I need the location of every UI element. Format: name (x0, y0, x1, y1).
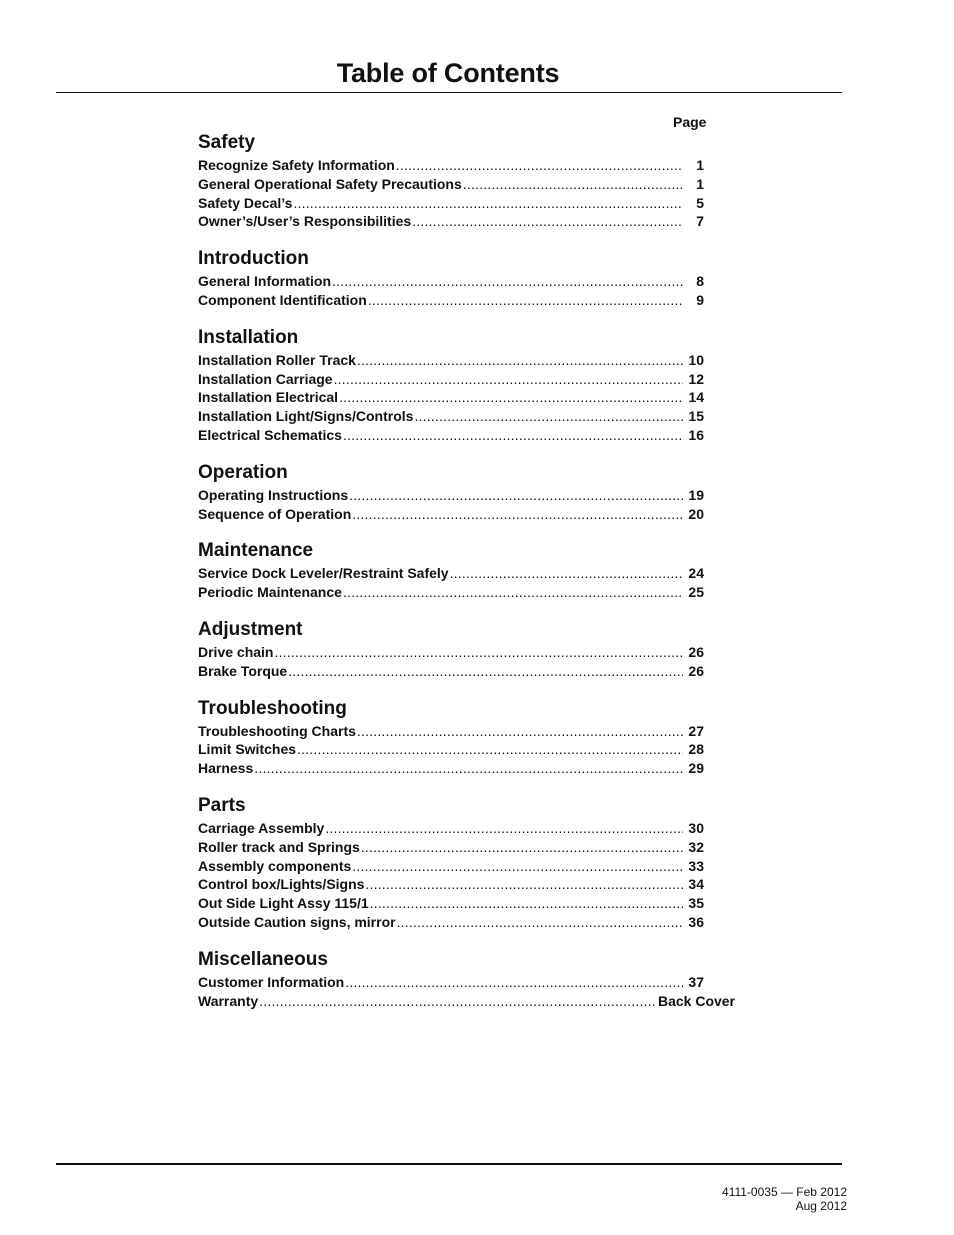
entry-label: Roller track and Springs (198, 838, 360, 855)
toc-entry[interactable] (198, 722, 706, 741)
entry-label: Limit Switches (198, 741, 297, 758)
toc-entry[interactable] (198, 370, 706, 389)
entry-label: General Operational Safety Precautions (198, 175, 462, 192)
dot-leader (254, 759, 683, 778)
dot-leader (463, 175, 683, 194)
entry-page-number: 16 (688, 426, 704, 443)
dot-leader (332, 272, 683, 291)
entry-label: Safety Decal’s (198, 194, 293, 211)
entry-label: General Information (198, 273, 332, 290)
dot-leader (325, 819, 683, 838)
entry-label: Service Dock Leveler/Restraint Safely (198, 565, 449, 582)
revision-date: Aug 2012 (795, 1199, 847, 1213)
title-divider (56, 92, 842, 93)
toc-entry[interactable] (198, 643, 706, 662)
toc-section (198, 795, 706, 932)
entry-label: Warranty (198, 992, 259, 1009)
toc-entry[interactable] (198, 156, 706, 175)
entry-label: Installation Roller Track (198, 351, 356, 368)
entry-label: Assembly components (198, 857, 352, 874)
entry-page-number: 34 (688, 876, 704, 893)
section-title: Maintenance (198, 540, 314, 562)
entry-page-number: 36 (688, 913, 704, 930)
toc-section (198, 462, 706, 524)
entry-page-number: 1 (696, 175, 704, 192)
section-title: Introduction (198, 248, 309, 270)
entry-page-number: 10 (688, 351, 704, 368)
entry-page-number: 29 (688, 760, 704, 777)
toc-entry[interactable] (198, 857, 706, 876)
dot-leader (396, 156, 683, 175)
entry-page-number: 15 (688, 408, 704, 425)
toc-entry[interactable] (198, 272, 706, 291)
entry-page-number: 28 (688, 741, 704, 758)
toc-entry[interactable] (198, 838, 706, 857)
toc-entry[interactable] (198, 212, 706, 231)
entry-label: Owner’s/User’s Responsibilities (198, 213, 412, 230)
dot-leader (297, 740, 683, 759)
dot-leader (343, 583, 683, 602)
toc-entry[interactable] (198, 194, 706, 213)
toc-entry[interactable] (198, 486, 706, 505)
section-title: Safety (198, 132, 256, 153)
dot-leader (368, 291, 683, 310)
dot-leader (345, 973, 683, 992)
dot-leader (288, 662, 683, 681)
dot-leader (339, 388, 683, 407)
dot-leader (361, 838, 683, 857)
toc-section (198, 132, 706, 231)
entry-page-number: 32 (688, 838, 704, 855)
entry-label: Brake Torque (198, 662, 288, 679)
entry-label: Control box/Lights/Signs (198, 876, 365, 893)
toc-entry[interactable] (198, 505, 706, 524)
toc-section (198, 948, 736, 1011)
dot-leader (450, 564, 683, 583)
entry-label: Customer Information (198, 973, 345, 990)
entry-page-number: 1 (696, 157, 704, 173)
toc-entry[interactable] (198, 894, 706, 913)
entry-page-number: 30 (688, 819, 704, 836)
toc-entry[interactable] (198, 759, 706, 778)
dot-leader (352, 505, 683, 524)
dot-leader (414, 407, 683, 426)
toc-entry[interactable] (198, 740, 706, 759)
toc-entry[interactable] (198, 973, 706, 992)
toc-entry[interactable] (198, 564, 706, 583)
entry-label: Electrical Schematics (198, 426, 342, 443)
entry-page-number: 5 (696, 194, 704, 211)
footer-divider (56, 1163, 842, 1165)
toc-section (198, 540, 706, 602)
toc-entry[interactable] (198, 175, 706, 194)
toc-section (198, 248, 706, 310)
entry-page-number: 19 (688, 486, 704, 503)
dot-leader (365, 875, 683, 894)
entry-label: Installation Light/Signs/Controls (198, 408, 414, 425)
toc-section (198, 698, 706, 778)
entry-label: Recognize Safety Information (198, 157, 395, 173)
dot-leader (259, 992, 655, 1011)
entry-label: Component Identification (198, 291, 367, 308)
toc-entry[interactable] (198, 426, 706, 445)
entry-page-number: 12 (688, 370, 704, 387)
entry-label: Outside Caution signs, mirror (198, 913, 396, 930)
dot-leader (352, 857, 683, 876)
page-title: Table of Contents (336, 58, 560, 88)
entry-page-number: 26 (688, 662, 704, 679)
toc-entry[interactable] (198, 913, 706, 932)
entry-label: Harness (198, 760, 254, 777)
entry-label: Troubleshooting Charts (198, 722, 356, 739)
entry-page-number: 14 (688, 389, 704, 406)
entry-page-number: 27 (688, 722, 704, 739)
toc-entry[interactable] (198, 583, 706, 602)
document-number: 4111-0035 — Feb 2012 (722, 1185, 847, 1199)
dot-leader (370, 894, 683, 913)
entry-page-number: 24 (688, 565, 704, 582)
dot-leader (334, 370, 683, 389)
section-title: Adjustment (198, 618, 303, 640)
toc-entry[interactable] (198, 662, 706, 681)
dot-leader (357, 722, 683, 741)
toc-entry[interactable] (198, 875, 706, 894)
entry-page-number: 25 (688, 584, 704, 601)
entry-page-number: 35 (688, 895, 704, 912)
dot-leader (357, 351, 683, 370)
dot-leader (343, 426, 683, 445)
entry-page-number: 37 (688, 973, 704, 990)
toc-entry[interactable] (198, 388, 706, 407)
toc-entry[interactable] (198, 819, 706, 838)
toc-entry[interactable] (198, 351, 706, 370)
toc-section (198, 619, 706, 681)
entry-page-number: Back Cover (657, 992, 736, 1009)
section-title: Installation (198, 326, 299, 348)
dot-leader (397, 913, 683, 932)
dot-leader (274, 643, 683, 662)
table-of-contents (198, 132, 736, 1027)
section-title: Miscellaneous (198, 948, 328, 970)
entry-label: Carriage Assembly (198, 819, 325, 836)
dot-leader (349, 486, 683, 505)
entry-page-number: 8 (696, 273, 704, 290)
section-title: Troubleshooting (198, 697, 347, 719)
entry-page-number: 9 (696, 291, 704, 308)
toc-entry[interactable] (198, 407, 706, 426)
entry-page-number: 26 (688, 643, 704, 660)
entry-page-number: 20 (688, 505, 704, 522)
entry-label: Installation Electrical (198, 389, 339, 406)
toc-section (198, 327, 706, 445)
page-column-header: Page (673, 114, 707, 130)
entry-label: Out Side Light Assy 115/1 (198, 895, 369, 912)
section-title: Operation (198, 461, 288, 483)
entry-label: Drive chain (198, 643, 274, 660)
dot-leader (412, 212, 683, 231)
entry-label: Sequence of Operation (198, 505, 352, 522)
dot-leader (293, 194, 683, 213)
section-title: Parts (198, 794, 246, 816)
entry-page-number: 33 (688, 857, 704, 874)
footer (722, 1185, 847, 1213)
entry-page-number: 7 (696, 213, 704, 230)
toc-entry[interactable] (198, 992, 736, 1011)
entry-label: Installation Carriage (198, 370, 333, 387)
entry-label: Periodic Maintenance (198, 584, 342, 601)
entry-label: Operating Instructions (198, 486, 349, 503)
toc-entry[interactable] (198, 291, 706, 310)
